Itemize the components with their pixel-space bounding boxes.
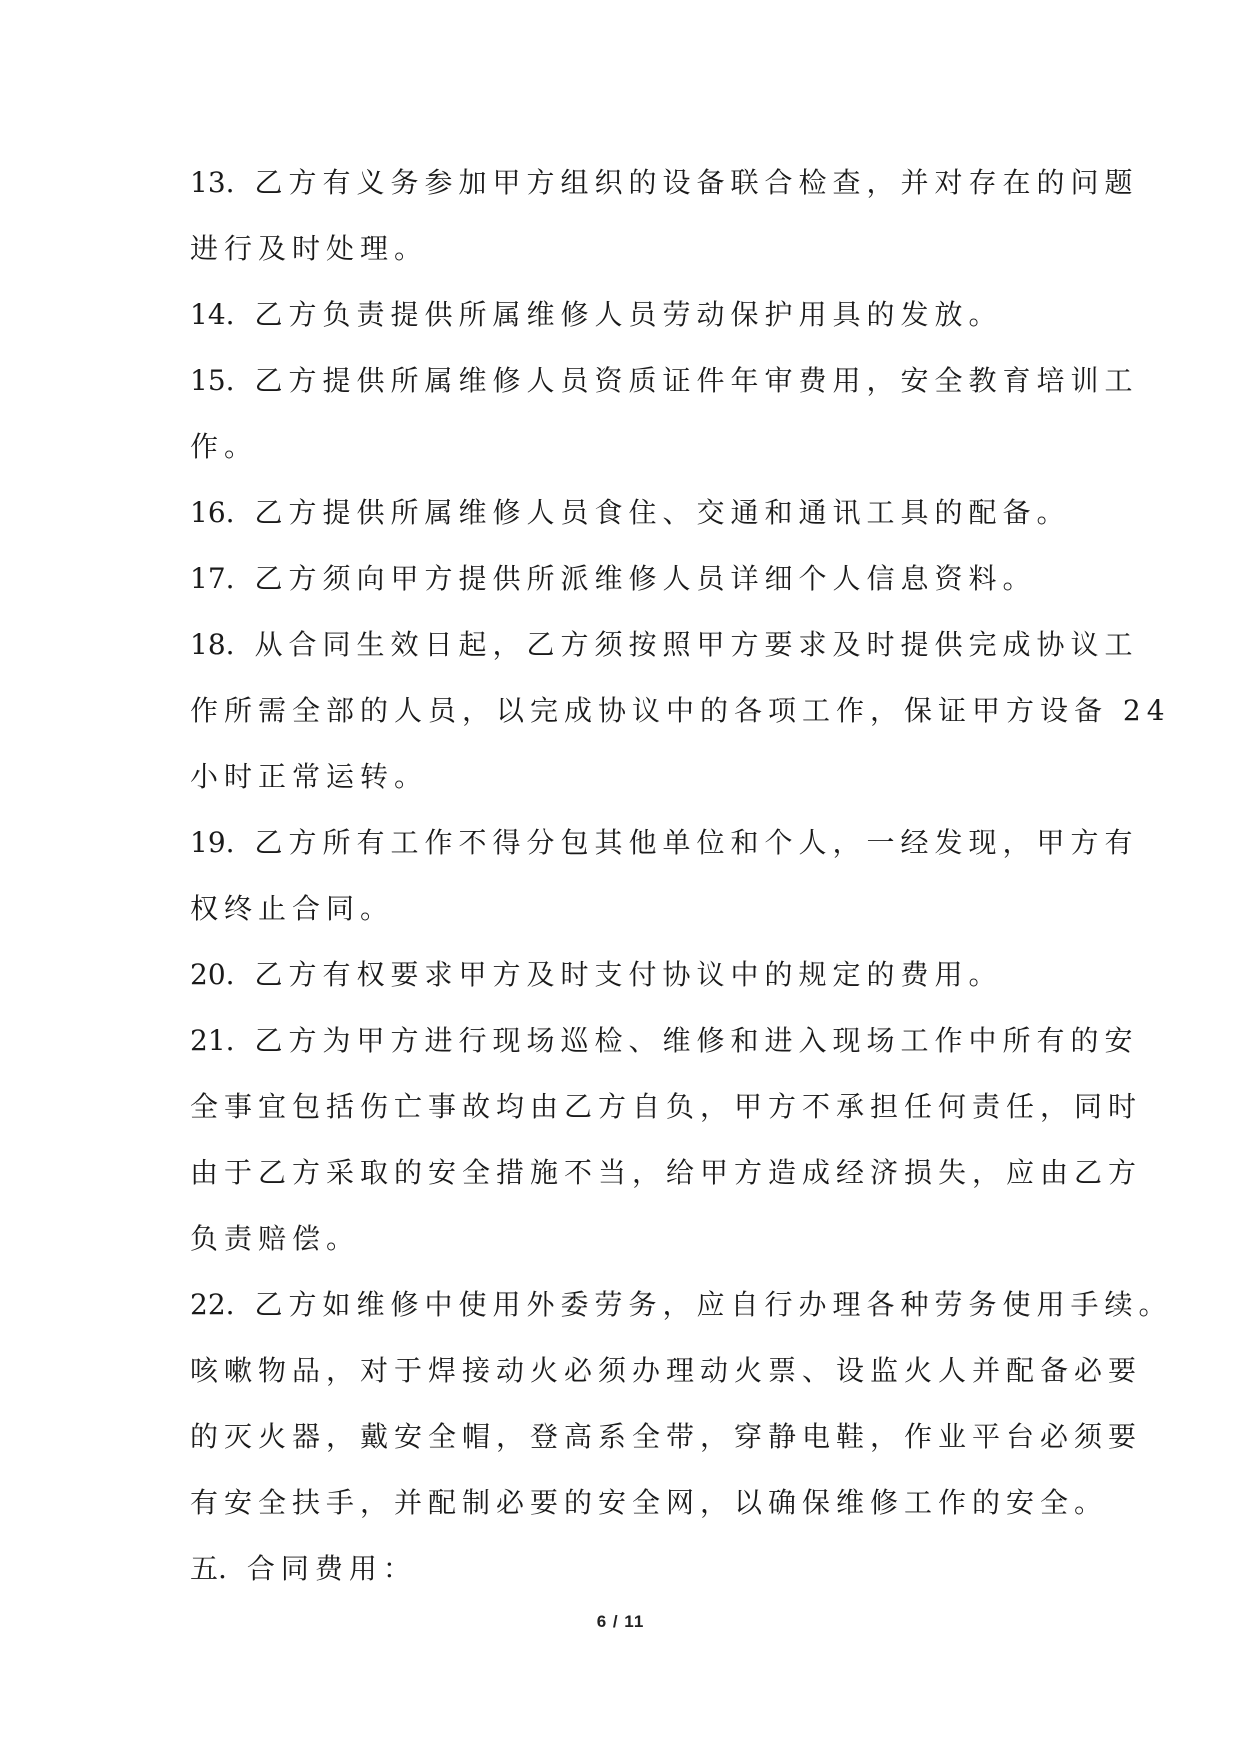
item-18-line-2 (190, 678, 1171, 744)
item-22-line-3 (190, 1404, 1143, 1470)
item-number: 17. (190, 562, 235, 595)
item-21-line-3 (190, 1140, 1143, 1206)
line-text: 由于乙方采取的安全措施不当，给甲方造成经济损失，应由乙方 (190, 1156, 1143, 1189)
line-text: 作。 (190, 430, 259, 463)
line-text: 乙方有义务参加甲方组织的设备联合检查，并对存在的问题 (254, 166, 1139, 199)
line-text: 权终止合同。 (190, 892, 395, 925)
item-22-line-2 (190, 1338, 1143, 1404)
item-number: 18. (190, 628, 235, 661)
item-15-line-2 (190, 414, 1060, 480)
item-21-line-4 (190, 1206, 1060, 1272)
item-number: 14. (190, 298, 235, 331)
line-text: 有安全扶手，并配制必要的安全网，以确保维修工作的安全。 (190, 1486, 1109, 1519)
item-number: 15. (190, 364, 235, 397)
line-text: 进行及时处理。 (190, 232, 429, 265)
item-21-line-2 (190, 1074, 1143, 1140)
item-18-line-1 (190, 612, 1139, 678)
item-19-line-1 (190, 810, 1139, 876)
line-text: 从合同生效日起，乙方须按照甲方要求及时提供完成协议工 (254, 628, 1139, 661)
item-16-line-1 (190, 480, 1071, 546)
line-text: 乙方所有工作不得分包其他单位和个人，一经发现，甲方有 (254, 826, 1139, 859)
page-number: 6 / 11 (596, 1612, 645, 1631)
item-13-line-1 (190, 150, 1139, 216)
line-text: 乙方为甲方进行现场巡检、维修和进入现场工作中所有的安 (254, 1024, 1139, 1057)
line-text: 乙方负责提供所属维修人员劳动保护用具的发放。 (254, 298, 1003, 331)
line-text: 乙方如维修中使用外委劳务，应自行办理各种劳务使用手续。 (254, 1288, 1173, 1321)
section-heading (190, 1536, 1060, 1602)
item-22-line-1 (190, 1272, 1173, 1338)
section-title: 合同费用： (246, 1552, 417, 1585)
section-number: 五. (190, 1552, 227, 1585)
item-13-line-2 (190, 216, 1060, 282)
item-number: 22. (190, 1288, 235, 1321)
line-text: 小时正常运转。 (190, 760, 429, 793)
item-14-line-1 (190, 282, 1060, 348)
document-body (190, 150, 1173, 1602)
line-text: 全事宜包括伤亡事故均由乙方自负，甲方不承担任何责任，同时 (190, 1090, 1143, 1123)
line-text: 乙方提供所属维修人员资质证件年审费用，安全教育培训工 (254, 364, 1139, 397)
item-17-line-1 (190, 546, 1060, 612)
line-text: 的灭火器，戴安全帽，登高系全带，穿静电鞋，作业平台必须要 (190, 1420, 1143, 1453)
item-number: 19. (190, 826, 235, 859)
line-text: 负责赔偿。 (190, 1222, 361, 1255)
line-text: 作所需全部的人员，以完成协议中的各项工作，保证甲方设备 24 (190, 694, 1171, 727)
line-text: 乙方提供所属维修人员食住、交通和通讯工具的配备。 (254, 496, 1071, 529)
line-text: 乙方有权要求甲方及时支付协议中的规定的费用。 (254, 958, 1003, 991)
item-number: 21. (190, 1024, 235, 1057)
item-15-line-1 (190, 348, 1139, 414)
item-19-line-2 (190, 876, 1060, 942)
item-number: 20. (190, 958, 235, 991)
item-21-line-1 (190, 1008, 1139, 1074)
line-text: 乙方须向甲方提供所派维修人员详细个人信息资料。 (254, 562, 1037, 595)
item-number: 13. (190, 166, 235, 199)
line-text: 咳嗽物品，对于焊接动火必须办理动火票、设监火人并配备必要 (190, 1354, 1143, 1387)
item-22-line-4 (190, 1470, 1109, 1536)
item-number: 16. (190, 496, 235, 529)
item-18-line-3 (190, 744, 1060, 810)
item-20-line-1 (190, 942, 1060, 1008)
